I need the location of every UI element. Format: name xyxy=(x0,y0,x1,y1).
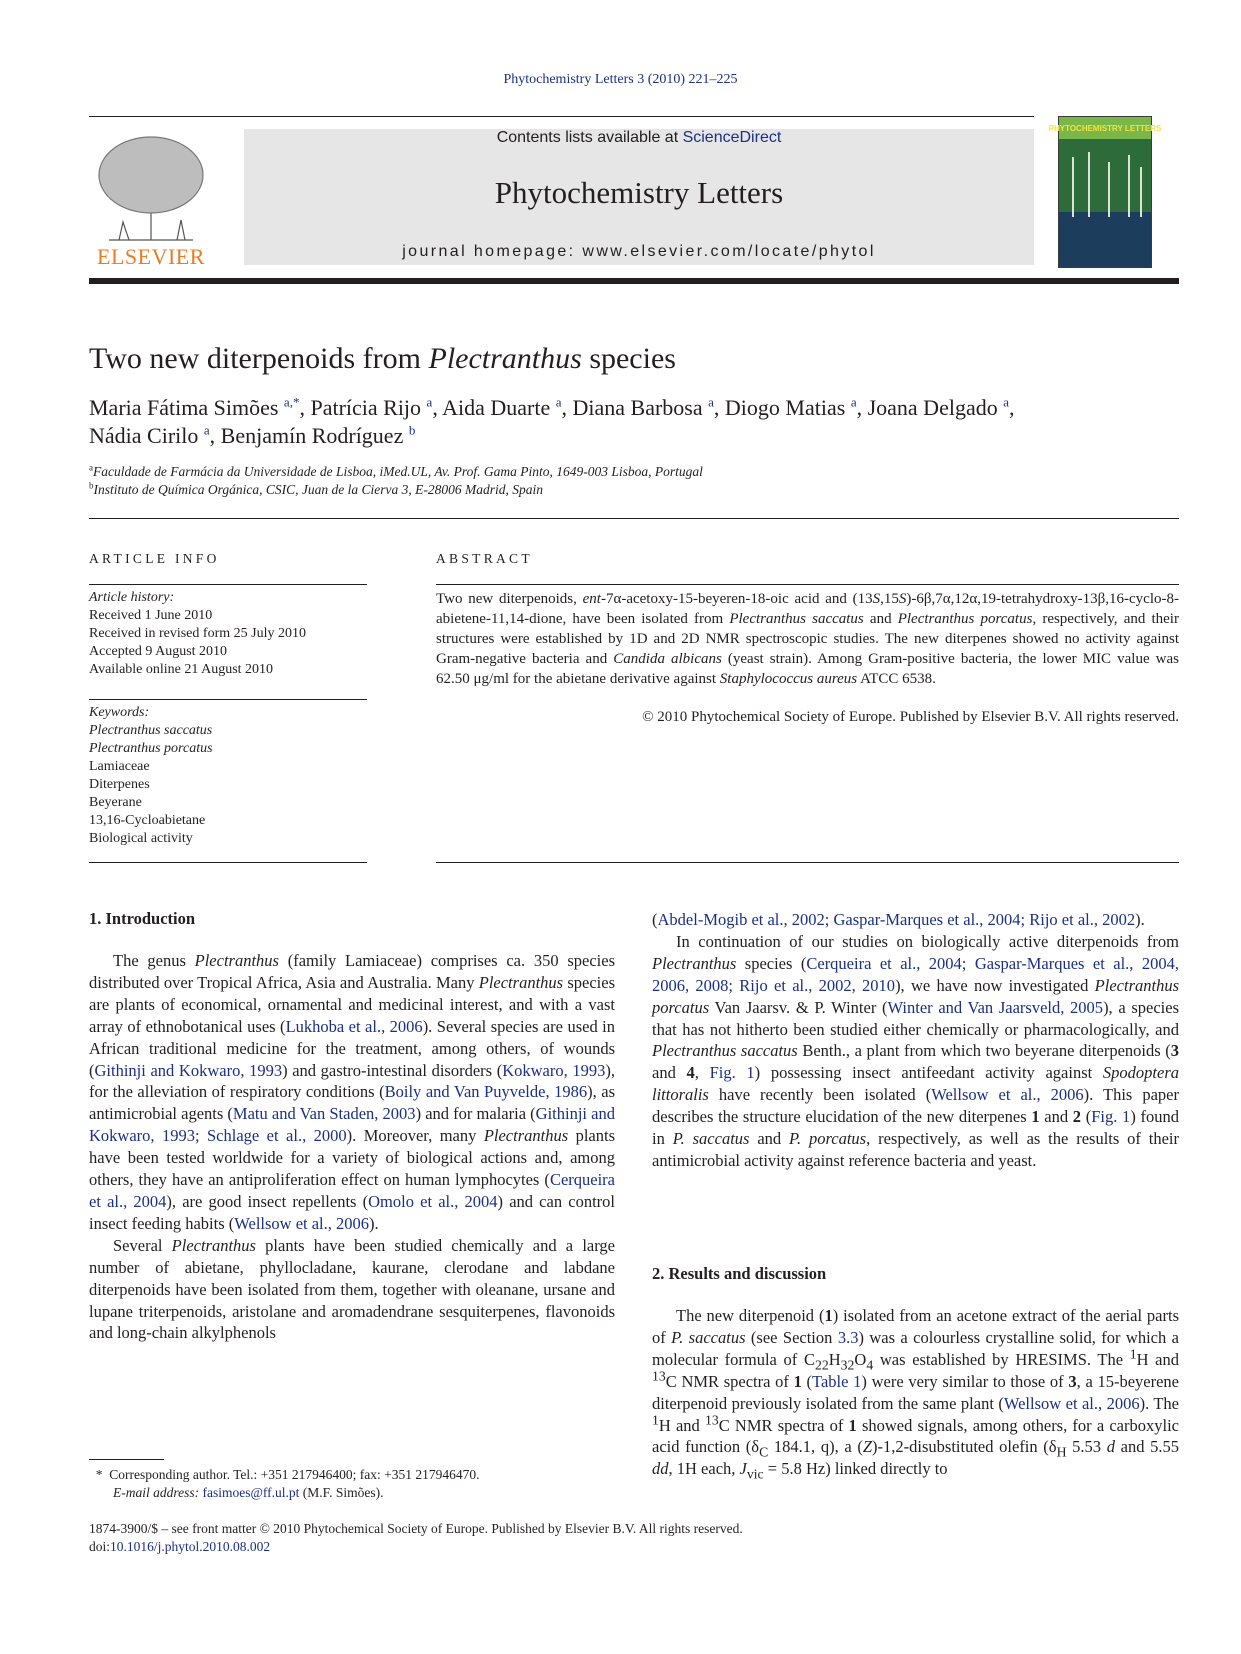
author-affiliation-mark[interactable]: a xyxy=(555,394,562,410)
doi-link[interactable]: 10.1016/j.phytol.2010.08.002 xyxy=(110,1539,271,1554)
table-link[interactable]: Table 1 xyxy=(812,1371,862,1391)
info-rule xyxy=(89,699,367,700)
author-affiliation-mark[interactable]: a,* xyxy=(283,394,300,410)
author-affiliation-mark[interactable]: a xyxy=(708,394,714,410)
title-part: Two new diterpenoids from xyxy=(89,342,429,375)
author-name: , Diogo Matias xyxy=(713,395,851,420)
citation-link[interactable]: Cerqueira et al., 2004; Gaspar-Marques et al., 2004, 2006, 2008; Rijo et al., 2002, 2010 xyxy=(652,953,1179,995)
journal-title: Phytochemistry Letters xyxy=(494,175,784,210)
keywords-label: Keywords: xyxy=(89,705,150,720)
journal-banner xyxy=(244,129,1034,265)
header-thick-rule xyxy=(89,278,1179,284)
author-line xyxy=(89,394,1184,422)
citation-link[interactable]: Githinji and Kokwaro, 1993 xyxy=(94,1060,283,1080)
email-link[interactable]: fasimoes@ff.ul.pt xyxy=(202,1485,300,1500)
email-label: E-mail address: xyxy=(113,1485,203,1500)
publication-meta xyxy=(89,1520,743,1556)
author-name: Nádia Cirilo xyxy=(89,423,204,448)
contents-prefix: Contents lists available at xyxy=(496,129,683,146)
section-heading-introduction: 1. Introduction xyxy=(89,909,196,928)
elsevier-wordmark: ELSEVIER xyxy=(97,244,205,269)
history-item: Available online 21 August 2010 xyxy=(89,662,274,677)
contents-line xyxy=(244,129,1034,147)
paragraph: Several Plectranthus plants have been studied chemically and a large number of abietane, phyllocladane, kaurane, clerodane and labdane diterpenoids have been isolated from them, together with oleanane, ursane and lupane triterpenoids, aristolane and aromadendrane sesquiterpenes, flavonoids and long-chain alkylphenols xyxy=(89,1235,615,1343)
affiliation-rule xyxy=(89,518,1179,519)
citation-link[interactable]: Matu and Van Staden, 2003 xyxy=(232,1104,416,1124)
email-suffix: (M.F. Simões). xyxy=(299,1485,384,1500)
author-name: Maria Fátima Simões xyxy=(89,395,284,420)
citation-link[interactable]: Boily and Van Puyvelde, 1986 xyxy=(384,1082,588,1102)
footnote-rule xyxy=(89,1459,164,1460)
citation-link[interactable]: Wellsow et al., 2006 xyxy=(931,1085,1084,1105)
abstract-copyright: © 2010 Phytochemical Society of Europe. Published by Elsevier B.V. All rights reserved. xyxy=(642,709,1179,725)
cover-title: PHYTOCHEMISTRY LETTERS xyxy=(1048,124,1162,133)
article-info-heading: ARTICLE INFO xyxy=(89,551,220,566)
section-heading-results: 2. Results and discussion xyxy=(652,1264,827,1283)
title-part: species xyxy=(581,342,676,375)
doi-label: doi: xyxy=(89,1539,111,1554)
paragraph: In continuation of our studies on biologically active diterpenoids from Plectranthus species (Cerqueira et al., 2004; Gaspar-Marques et al., 2004, 2006, 2008; Rijo et al., 2002, 2010), we have now investigated Plectranthus porcatus Van Jaarsv. & P. Winter (Winter and Van Jaarsveld, 2005), a species that has not hitherto been studied either chemically or pharmacologically, and Plectranthus saccatus Benth., a plant from which two beyerane diterpenoids (3 and 4, Fig. 1) possessing insect antifeedant activity against Spodoptera littoralis have recently been isolated (Wellsow et al., 2006). This paper describes the structure elucidation of the new diterpenes 1 and 2 (Fig. 1) found in P. saccatus and P. porcatus, respectively, as well as the results of their antimicrobial activity against reference bacteria and yeast. xyxy=(652,931,1180,1170)
introduction-continued xyxy=(652,909,1179,1172)
info-rule xyxy=(89,862,367,863)
author-name: , Aida Duarte xyxy=(432,395,556,420)
citation-link[interactable]: Wellsow et al., 2006 xyxy=(1003,1393,1140,1413)
citation-link[interactable]: Omolo et al., 2004 xyxy=(368,1191,498,1211)
section-link[interactable]: 3.3 xyxy=(837,1327,859,1347)
keyword-item: Beyerane xyxy=(89,795,142,810)
citation-link[interactable]: Lukhoba et al., 2006 xyxy=(285,1016,423,1036)
affiliation-sup: a xyxy=(89,462,93,473)
author-name: , Patrícia Rijo xyxy=(299,395,427,420)
author-separator: , xyxy=(1009,395,1015,420)
article-title xyxy=(89,342,676,376)
journal-homepage[interactable]: journal homepage: www.elsevier.com/locate/phytol xyxy=(402,243,876,260)
history-item: Accepted 9 August 2010 xyxy=(89,644,228,659)
author-list xyxy=(89,394,1184,450)
author-affiliation-mark[interactable]: a xyxy=(850,394,857,410)
figure-link[interactable]: Fig. 1 xyxy=(709,1063,755,1083)
citation-link[interactable]: Winter and Van Jaarsveld, 2005 xyxy=(887,997,1104,1017)
keywords xyxy=(89,704,213,848)
affiliation-a xyxy=(89,463,703,481)
affiliation-sup: b xyxy=(89,480,94,491)
keyword-item: Lamiaceae xyxy=(89,759,150,774)
history-label: Article history: xyxy=(89,590,175,605)
footnote-text: Corresponding author. Tel.: +351 217946400; fax: +351 217946470. xyxy=(109,1467,480,1482)
citation-link[interactable]: Cerqueira et al., 2004 xyxy=(89,1170,615,1211)
author-affiliation-mark[interactable]: a xyxy=(1003,394,1009,410)
keyword-item: Diterpenes xyxy=(89,777,150,792)
title-italic: Plectranthus xyxy=(428,342,582,375)
citation-link[interactable]: Wellsow et al., 2006 xyxy=(234,1213,370,1233)
author-line xyxy=(89,422,1184,450)
abstract-heading: ABSTRACT xyxy=(436,551,533,566)
keyword-item: Plectranthus porcatus xyxy=(89,741,213,756)
history-item: Received in revised form 25 July 2010 xyxy=(89,626,306,641)
history-item: Received 1 June 2010 xyxy=(89,608,213,623)
author-affiliation-mark[interactable]: a xyxy=(426,394,433,410)
journal-cover-image xyxy=(1048,116,1162,268)
corresponding-author-footnote: * Corresponding author. Tel.: +351 217946400; fax: +351 217946470. E-mail address: fasimoes@ff.ul.pt (M.F. Simões). xyxy=(89,1467,480,1500)
author-affiliation-mark[interactable]: b xyxy=(408,422,416,438)
keyword-item: Biological activity xyxy=(89,831,193,846)
citation-link[interactable]: Kokwaro, 1993 xyxy=(502,1060,606,1080)
header-rule xyxy=(89,116,1034,117)
sciencedirect-link[interactable]: ScienceDirect xyxy=(682,129,782,146)
affiliation-b xyxy=(89,481,703,499)
paragraph: The genus Plectranthus (family Lamiaceae) comprises ca. 350 species distributed over Tropical Africa, Asia and Australia. Many Plectranthus species are plants of economical, ornamental and medicinal interest, and with a vast array of ethnobotanical uses (Lukhoba et al., 2006). Several species are used in African traditional medicine for the treatment, among others, of wounds (Githinji and Kokwaro, 1993) and gastro-intestinal disorders (Kokwaro, 1993), for the alleviation of respiratory conditions (Boily and Van Puyvelde, 1986), as antimicrobial agents (Matu and Van Staden, 2003) and for malaria (Githinji and Kokwaro, 1993; Schlage et al., 2000). Moreover, many Plectranthus plants have been tested worldwide for a variety of biological actions and, among others, they have an antiproliferation effect on human lymphocytes (Cerqueira et al., 2004), are good insect repellents (Omolo et al., 2004) and can control insect feeding habits (Wellsow et al., 2006). xyxy=(89,951,616,1233)
abstract-body: Two new diterpenoids, ent-7α-acetoxy-15-beyeren-18-oic acid and (13S,15S)-6β,7α,12α,19-tetrahydroxy-13β,16-cyclo-8-abietene-11,14-dione, have been isolated from Plectranthus saccatus and Plectranthus porcatus, respectively, and their structures were established by 1D and 2D NMR spectroscopic studies. The new diterpenes showed no activity against Gram-negative bacteria and Candida albicans (yeast strain). Among Gram-positive bacteria, the lower MIC value was 62.50 μg/ml for the abietane derivative against Staphylococcus aureus ATCC 6538. xyxy=(436,591,1179,687)
article-history xyxy=(89,589,306,679)
journal-citation[interactable]: Phytochemistry Letters 3 (2010) 221–225 xyxy=(503,72,738,87)
cover-art xyxy=(1048,117,1162,267)
citation-link[interactable]: Abdel-Mogib et al., 2002; Gaspar-Marques et al., 2004; Rijo et al., 2002 xyxy=(657,910,1136,929)
figure-link[interactable]: Fig. 1 xyxy=(1091,1107,1131,1127)
abstract-rule xyxy=(436,862,1179,863)
info-rule xyxy=(89,584,367,585)
introduction-text xyxy=(89,950,615,1344)
affiliation-text: Faculdade de Farmácia da Universidade de Lisboa, iMed.UL, Av. Prof. Gama Pinto, 1649-003 Lisboa, Portugal xyxy=(93,464,703,479)
affiliation-text: Instituto de Química Orgánica, CSIC, Juan de la Cierva 3, E-28006 Madrid, Spain xyxy=(93,482,543,497)
abstract-rule xyxy=(436,584,1179,585)
author-affiliation-mark[interactable]: a xyxy=(203,422,210,438)
citation-link[interactable]: Githinji and Kokwaro, 1993; Schlage et al., 2000 xyxy=(89,1104,615,1146)
author-name: , Diana Barbosa xyxy=(561,395,709,420)
paragraph: The new diterpenoid (1) isolated from an acetone extract of the aerial parts of P. saccatus (see Section 3.3) was a colourless crystalline solid, for which a molecular formula of $C_{22}H_{32}O_4$ was established by HRESIMS. The $^1$H and $^{13}$C NMR spectra of 1 (Table 1) were very similar to those of 3, a 15-beyerene diterpenoid previously isolated from the same plant (Wellsow et al., 2006). The $^1$H and $^{13}$C NMR spectra of 1 showed signals, among others, for a carboxylic acid function ($\delta_C$ 184.1, q), a (Z)-1,2-disubstituted olefin ($\delta_H$ 5.53 d and 5.55 dd, 1H each, $J_{vic} = 5.8$ Hz) linked directly to xyxy=(652,1306,1179,1482)
keyword-item: Plectranthus saccatus xyxy=(89,723,213,738)
results-text xyxy=(652,1305,1179,1480)
author-name: , Joana Delgado xyxy=(856,395,1004,420)
keyword-item: 13,16-Cycloabietane xyxy=(89,813,206,828)
paragraph: (Abdel-Mogib et al., 2002; Gaspar-Marques et al., 2004; Rijo et al., 2002). xyxy=(652,910,1145,929)
author-name: , Benjamín Rodríguez xyxy=(209,423,409,448)
issn-line: 1874-3900/$ – see front matter © 2010 Phytochemical Society of Europe. Published by Elsevier B.V. All rights reserved. xyxy=(89,1521,743,1536)
affiliations xyxy=(89,463,703,499)
